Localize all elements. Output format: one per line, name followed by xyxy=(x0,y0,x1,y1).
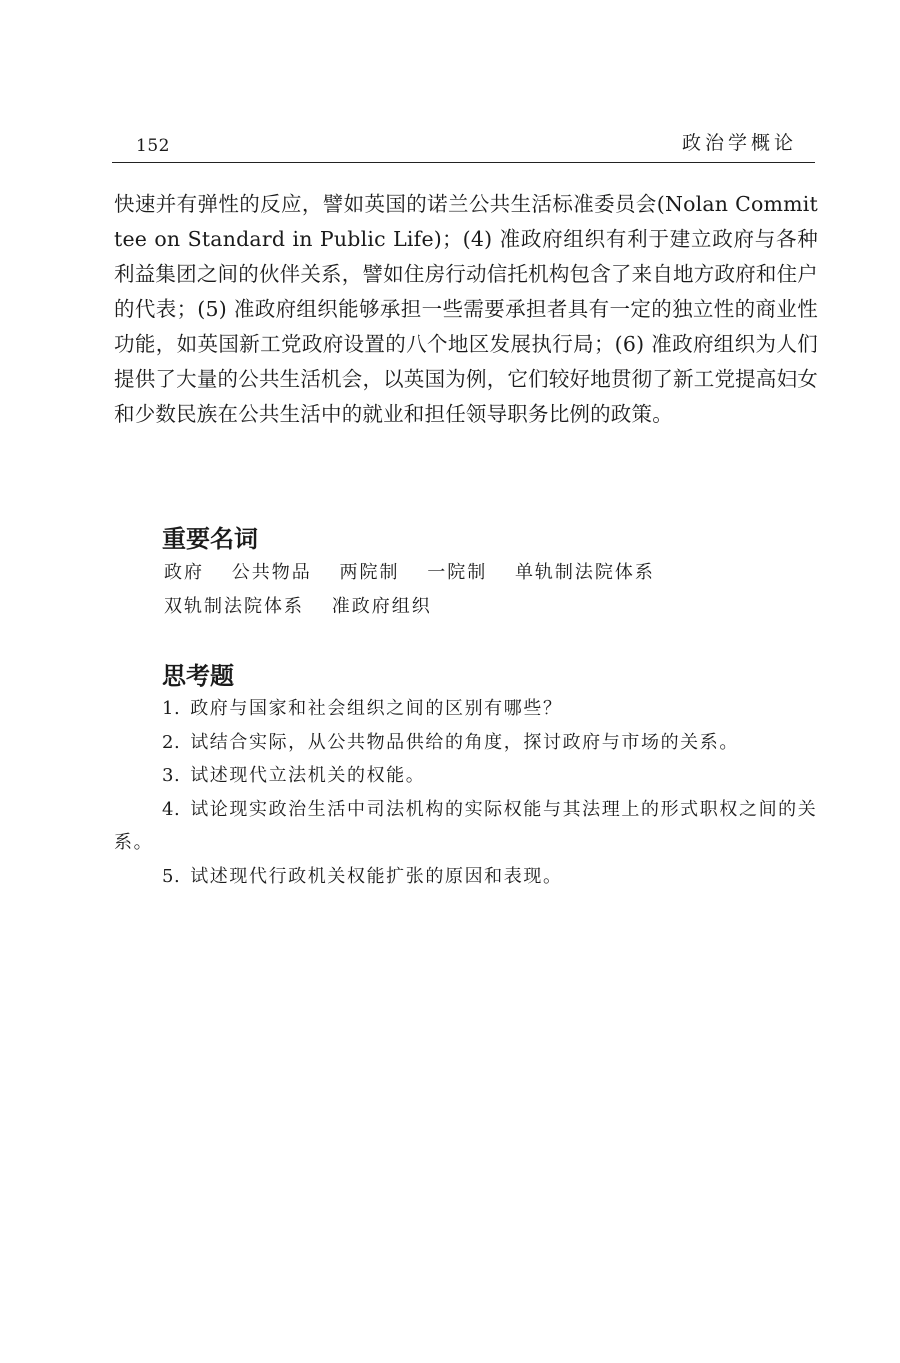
question-text: 试论现实政治生活中司法机构的实际权能与其法理上的形式职权之间的关系。 xyxy=(114,798,818,853)
key-term: 公共物品 xyxy=(231,562,312,583)
key-term: 一院制 xyxy=(427,562,488,583)
question-item xyxy=(114,759,818,793)
question-number: 5. xyxy=(162,865,181,887)
question-number: 4. xyxy=(162,798,181,820)
question-item xyxy=(114,726,818,760)
key-terms-line-2 xyxy=(164,592,452,618)
question-list xyxy=(114,692,818,893)
body-paragraph: 快速并有弹性的反应，譬如英国的诺兰公共生活标准委员会(Nolan Committee on Standard in Public Life)；(4) 准政府组织有利于建立政府与各种利益集团之间的伙伴关系，譬如住房行动信托机构包含了来自地方政府和住户的代表；(5) 准政府组织能够承担一些需要承担者具有一定的独立性的商业性功能，如英国新工党政府设置的八个地区发展执行局；(6) 准政府组织为人们提供了大量的公共生活机会，以英国为例，它们较好地贯彻了新工党提高妇女和少数民族在公共生活中的就业和担任领导职务比例的政策。 xyxy=(114,192,818,426)
key-term: 双轨制法院体系 xyxy=(164,596,304,617)
question-item xyxy=(114,692,818,726)
page-number: 152 xyxy=(136,136,170,156)
question-item xyxy=(114,793,818,860)
question-number: 2. xyxy=(162,731,181,753)
question-item xyxy=(114,860,818,894)
question-number: 1. xyxy=(162,698,181,719)
question-text: 试述现代行政机关权能扩张的原因和表现。 xyxy=(190,865,563,887)
question-text: 政府与国家和社会组织之间的区别有哪些？ xyxy=(190,698,563,719)
key-term: 政府 xyxy=(164,562,204,583)
running-header xyxy=(112,118,815,163)
key-term: 准政府组织 xyxy=(331,596,432,617)
question-text: 试述现代立法机关的权能。 xyxy=(190,765,426,786)
key-term: 单轨制法院体系 xyxy=(514,562,655,583)
question-text: 试结合实际，从公共物品供给的角度，探讨政府与市场的关系。 xyxy=(190,731,739,753)
book-title: 政治学概论 xyxy=(681,132,797,154)
question-number: 3. xyxy=(162,765,181,786)
key-terms-line-1 xyxy=(164,558,675,584)
questions-heading: 思考题 xyxy=(162,662,234,690)
key-terms-heading: 重要名词 xyxy=(162,525,258,553)
key-term: 两院制 xyxy=(339,562,400,583)
